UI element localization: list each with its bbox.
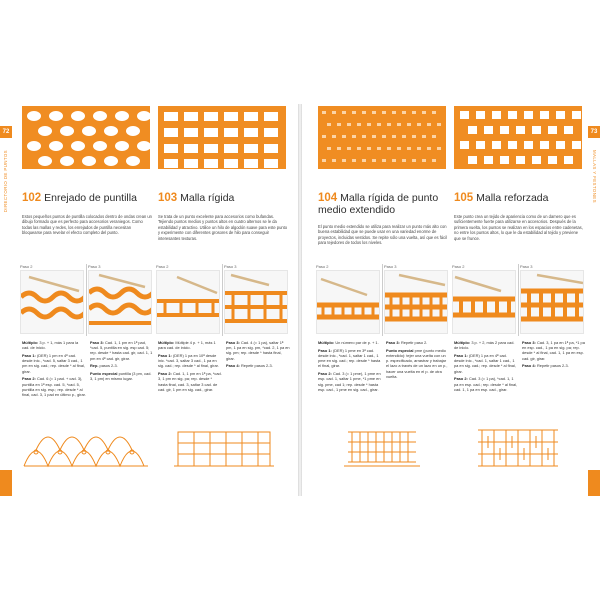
- pattern-title-102: [22, 192, 154, 204]
- stitch-diagram-102: [22, 426, 150, 472]
- instruction-line: Paso 1: (DER) 1 pme en 3ª cad. desde inic., *cad. 1, saltar 1 cad., 1 pme en sig. cad.; rep. desde * hasta el final, girar.: [318, 347, 381, 369]
- step-label: Paso 2: [452, 264, 465, 269]
- step-image: [520, 270, 584, 334]
- step-photo-a: [20, 264, 88, 336]
- stitch-diagram-104: [318, 426, 446, 472]
- pattern-title-104: [318, 192, 450, 216]
- instruction-line: Paso 2: Cad. 3 (= 1 pme), 1 pme en esp. cad. 1, saltar 1 pme, *1 pme en sig. pme, cad 1; rep. desde * hasta esp. cad., 1 pme en sig. cad., girar.: [318, 371, 381, 392]
- pattern-name: Malla rígida: [180, 192, 235, 204]
- pattern-number: 104: [318, 192, 338, 204]
- step-image: [384, 270, 448, 334]
- book-gutter: [298, 104, 302, 496]
- step-image: [156, 270, 220, 334]
- pattern-description: Estos pequeños puntos de puntilla colocados dentro de ondas crean un dibujo formado que es perfecto para accesorios veraniegos. Como todas las mallas y redes, los enrejados de puntilla necesitan bloquearse para revelar el efecto completo del punto.: [22, 214, 152, 236]
- stitch-diagram-103: [158, 426, 286, 472]
- step-label: Paso 3: [384, 264, 397, 269]
- swatch-photo-104: [318, 106, 446, 169]
- step-photo-a: [156, 264, 224, 336]
- stitch-diagram-105: [454, 426, 582, 472]
- instruction-line: Rep. pasos 2-3.: [90, 363, 118, 369]
- step-label: Paso 2: [316, 264, 329, 269]
- instruction-line: Paso 2: Cad. 1, 1 pm en 1ª pa, *cad. 3, 1 pm en sig. pa; rep. desde * hasta final, cad. 3, saltar 3 cad. de cad. gir, 1 pm en sig. cad., girar.: [158, 371, 222, 392]
- step-label: Paso 3: [224, 264, 237, 269]
- step-image: [88, 270, 152, 334]
- step-label: Paso 2: [20, 264, 33, 269]
- swatch-photo-103: [158, 106, 286, 169]
- swatch-photo-102: [22, 106, 150, 169]
- pattern-name: Malla reforzada: [476, 192, 549, 204]
- left-bottom-tab: [0, 470, 12, 496]
- divider: [222, 264, 223, 336]
- instruction-line: Múltiplo: Un número par de p. + 1.: [318, 340, 379, 345]
- instruction-line: Paso 3: Repetir paso 2.: [386, 340, 428, 345]
- pattern-title-103: [158, 192, 290, 204]
- pattern-number: 102: [22, 192, 42, 204]
- instruction-line: Múltiplo: 3 p. + 2, más 2 para cad. de inicio.: [454, 340, 515, 351]
- pattern-description: Este punto crea un tejido de apariencia como de un damero que es suficientemente fuerte para utilizarse en accesorios. Después de la primera vuelta, los puntos se realizan en los espacios entre cadenetas, no entre los puntos altos, lo que le da estabilidad al tejido y previene que se frunce.: [454, 214, 583, 241]
- instructions-a: [22, 340, 86, 400]
- step-label: Paso 2: [156, 264, 169, 269]
- step-image: [316, 270, 380, 334]
- instruction-line: Paso 4: Repetir pasos 2-3.: [226, 363, 273, 369]
- pattern-description: El punto medio extendido se utiliza para realizar un punto más alto con buena estabilidad que se puede usar en una variedad enorme de proyectos, incluidas vestidos. Se repite sólo una vuelta, así que es fácil para tejedores de todos los niveles.: [318, 224, 448, 246]
- step-image: [20, 270, 84, 334]
- divider: [86, 264, 87, 336]
- instructions-b: [522, 340, 586, 371]
- instructions-a: [454, 340, 518, 395]
- instructions-a: [158, 340, 222, 395]
- instruction-line: Múltiplo: Múltiple 4 p. + 1, más 1 para cad. de inicio.: [158, 340, 216, 351]
- right-page-number: 73: [590, 129, 598, 135]
- left-running-head: DIRECTORIO DE PUNTOS: [3, 150, 8, 213]
- divider: [382, 264, 383, 336]
- pattern-number: 105: [454, 192, 474, 204]
- step-label: Paso 3: [520, 264, 533, 269]
- step-image: [224, 270, 288, 334]
- pattern-name: Enrejado de puntilla: [44, 192, 137, 204]
- pattern-name: Malla rígida de punto medio extendido: [318, 192, 439, 216]
- instructions-b: [90, 340, 154, 384]
- pattern-column-103: [152, 104, 292, 496]
- instruction-line: Paso 1: (DER) 1 pa en 4ª cad. desde inic., *cad. 1, saltar 1 cad., 1 pa en sig. cad.; rep. desde * al final, girar.: [454, 353, 516, 374]
- instruction-line: Múltiplo: 3 p. + 1, más 1 para la cad. de inicio.: [22, 340, 79, 351]
- pattern-number: 103: [158, 192, 178, 204]
- step-photo-b: [384, 264, 452, 336]
- step-photo-b: [88, 264, 156, 336]
- instruction-line: Paso 4: Repetir pasos 2-3.: [522, 363, 569, 369]
- swatch-photo-105: [454, 106, 582, 169]
- instruction-line: Paso 2: Cad. 3 (= 1 pa), *cad. 1, 1 pa en esp. cad.; rep. desde * al final, cad. 1, 1 pa en esp. cad., girar.: [454, 376, 518, 392]
- instruction-line: Paso 1: (DER) 1 pm en 4ª cad. desde inic., *cad. 5, saltar 3 cad., 1 pm en sig. cad.; rep. desde * al final, girar.: [22, 353, 85, 374]
- instruction-line: Punto especial pme (punto medio extendido): tejer una vuelta con un p. especificado, arrastrar y trabajar el lazo a través de un lazo en un p., hacer una vuelta en el p. de otra vuelta.: [386, 347, 448, 379]
- instruction-line: Paso 2: Cad. 6 (= 1 pad. + cad. 3), puntilla en 1ª esp. cad. 5, *cad. 5, puntilla en sig. esp.; rep. desde * al final, cad. 3, 1 pad en último p., girar.: [22, 376, 86, 398]
- instructions-b: [226, 340, 290, 371]
- step-image: [452, 270, 516, 334]
- instruction-line: Paso 3: Cad. 1, 1 pm en 1ª pad, *cad. 5, puntilla en sig. esp cad. 5; rep. desde * hasta cad. gir, cad. 1, 1 pm en 4ª cad. gir, girar.: [90, 340, 153, 361]
- left-page-number: 72: [2, 129, 10, 135]
- instruction-line: Paso 1: (DER) 1 pa en 10ª desde inic. *cad. 3, saltar 3 cad., 1 pa en sig. cad.; rep. desde * al final, girar.: [158, 353, 219, 369]
- divider: [518, 264, 519, 336]
- step-photo-a: [316, 264, 384, 336]
- instructions-b: [386, 340, 450, 382]
- pattern-description: Se trata de un punto excelente para accesorios como bufandas. Tejiendo puntos medios y puntos altos en cuatro alternos se le da estabilidad y atractivo. Utilice un hilo de algodón suave para este punto y experimente con diferentes grosores de hilo para conseguir interesantes texturas.: [158, 214, 288, 241]
- step-photo-b: [224, 264, 292, 336]
- instructions-a: [318, 340, 382, 395]
- right-running-head: MALLAS Y FESTONES: [592, 150, 597, 203]
- pattern-title-105: [454, 192, 586, 204]
- step-photo-b: [520, 264, 588, 336]
- instruction-line: Paso 3: Cad. 3, 1 pa en 1ª pa, *1 pa en esp. cad., 1 pa en sig. pa; rep. desde * al final, cad. 1, 1 pa en esp. cad. gir, girar.: [522, 340, 585, 361]
- step-label: Paso 3: [88, 264, 101, 269]
- right-bottom-tab: [588, 470, 600, 496]
- pattern-column-102: [16, 104, 156, 496]
- step-photo-a: [452, 264, 520, 336]
- instruction-line: Punto especial puntilla (3 pm, cad. 3, 1 pm) en mismo lugar.: [90, 371, 152, 382]
- pattern-column-105: [448, 104, 588, 496]
- pattern-column-104: [312, 104, 452, 496]
- instruction-line: Paso 3: Cad. 4 (= 1 pa), saltar 1ª pm, 1 pa en sig. pm, *cad. 2, 1 pa en sig. pm; rep. desde * hasta final, girar.: [226, 340, 290, 361]
